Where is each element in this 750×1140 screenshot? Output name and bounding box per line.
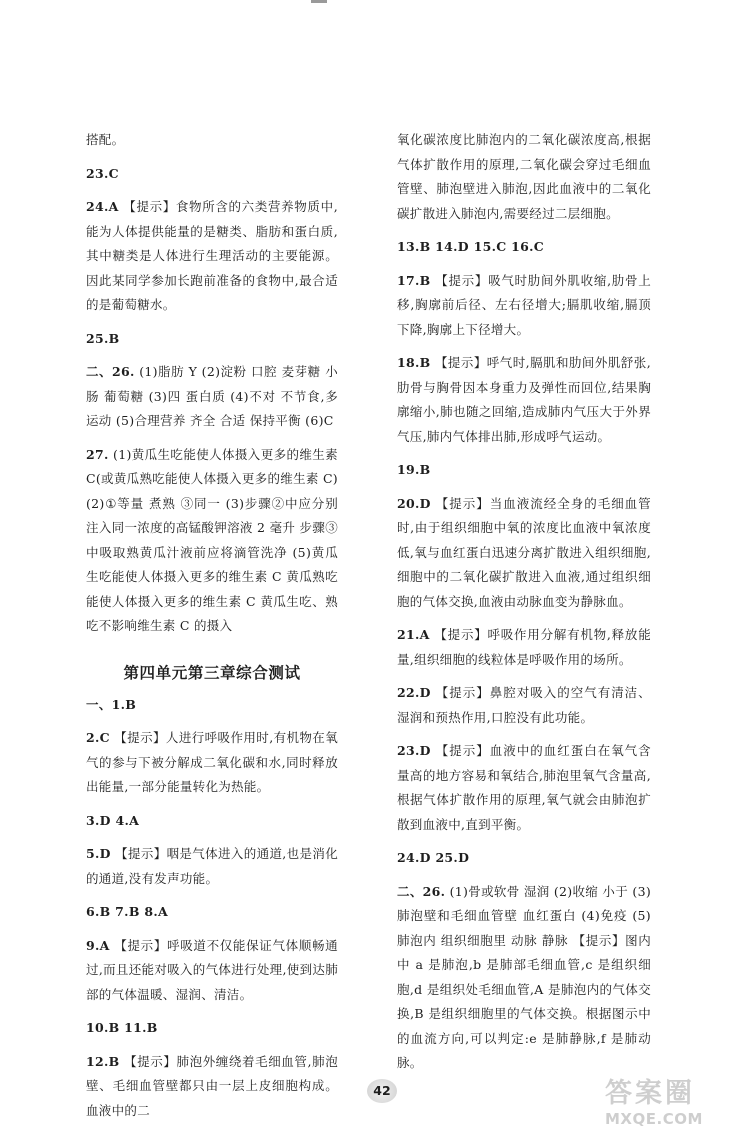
answer-item <box>86 443 338 639</box>
answer-number: 二、26. <box>86 364 135 379</box>
answer-item <box>397 880 651 1076</box>
answer-number: 24.D 25.D <box>397 850 470 865</box>
answer-number: 5.D <box>86 846 111 861</box>
answer-text: (1)黄瓜生吃能使人体摄入更多的维生素 C(或黄瓜熟吃能使人体摄入更多的维生素 C) (2)①等量 煮熟 ③同一 (3)步骤②中应分别注入同一浓度的高锰酸钾溶液 2 毫升 步骤③中吸取熟黄瓜汁液前应将滴管洗净 (5)黄瓜生吃能使人体摄入更多的维生素 C 黄瓜熟吃能使人体摄入更多的维生素 C 黄瓜生吃、熟吃不影响维生素 C 的摄入 <box>86 446 338 633</box>
answer-number: 24.A <box>86 199 119 214</box>
answer-item <box>86 842 338 891</box>
answer-number: 21.A <box>397 627 430 642</box>
answer-item <box>397 623 651 672</box>
answer-text: 氧化碳浓度比肺泡内的二氧化碳浓度高,根据气体扩散作用的原理,二氧化碳会穿过毛细血管壁、肺泡壁进入肺泡,因此血液中的二氧化碳扩散进入肺泡内,需要经过二层细胞。 <box>397 132 651 221</box>
answer-text: 搭配。 <box>86 132 125 147</box>
answer-item <box>86 360 338 434</box>
answer-item <box>86 162 338 187</box>
watermark-logo <box>605 1078 747 1136</box>
answer-item <box>397 235 651 260</box>
answer-text: 【提示】呼气时,膈肌和肋间外肌舒张,肋骨与胸骨因本身重力及弹性而回位,结果胸廓缩小,肺也随之回缩,造成肺内气压大于外界气压,肺内气体排出肺,形成呼气运动。 <box>397 355 651 444</box>
watermark-title: 答案圈 <box>605 1078 695 1109</box>
answer-item <box>397 492 651 615</box>
answer-item <box>397 681 651 730</box>
answer-text: 【提示】鼻腔对吸入的空气有清洁、湿润和预热作用,口腔没有此功能。 <box>397 685 651 725</box>
answer-number: 27. <box>86 446 109 462</box>
answer-item <box>86 1016 338 1041</box>
answer-item <box>397 739 651 837</box>
answer-number: 3.D 4.A <box>86 812 140 828</box>
left-column <box>86 128 338 1132</box>
answer-number: 二、26. <box>397 883 446 899</box>
answer-text: 【提示】肺泡外缠绕着毛细血管,肺泡壁、毛细血管壁都只由一层上皮细胞构成。血液中的二 <box>86 1053 338 1118</box>
answer-number: 17.B <box>397 272 431 288</box>
answer-number: 10.B 11.B <box>86 1020 158 1035</box>
answer-text: 【提示】咽是气体进入的通道,也是消化的通道,没有发声功能。 <box>86 846 339 886</box>
answer-text: (1)脂肪 Y (2)淀粉 口腔 麦芽糖 小肠 葡萄糖 (3)四 蛋白质 (4)不对 不节食,多运动 (5)合理营养 齐全 合适 保持平衡 (6)C <box>86 364 338 428</box>
answer-item <box>86 195 338 318</box>
answer-text: 【提示】呼吸道不仅能保证气体顺畅通过,而且还能对吸入的气体进行处理,使到达肺部的气体温暖、湿润、清洁。 <box>86 937 338 1002</box>
answer-text: 【提示】当血液流经全身的毛细血管时,由于组织细胞中氧的浓度比血液中氧浓度低,氧与血红蛋白迅速分离扩散进入组织细胞,细胞中的二氧化碳扩散进入血液,通过组织细胞的气体交换,血液由动脉血变为静脉血。 <box>397 495 651 609</box>
answer-text: 【提示】血液中的血红蛋白在氧气含量高的地方容易和氧结合,肺泡里氧气含量高,根据气体扩散作用的原理,氧气就会由肺泡扩散到血液中,直到平衡。 <box>397 743 651 832</box>
answer-item <box>86 327 338 352</box>
answer-item <box>86 1050 338 1124</box>
answer-number: 23.C <box>86 165 119 181</box>
answer-item <box>397 128 651 226</box>
right-column <box>397 128 651 1085</box>
answer-number: 2.C <box>86 730 110 745</box>
answer-number: 18.B <box>397 355 431 370</box>
answer-item <box>86 809 338 834</box>
answer-item <box>86 934 338 1008</box>
answer-item <box>397 846 651 871</box>
answer-number: 9.A <box>86 937 110 953</box>
answer-text: 【提示】呼吸作用分解有机物,释放能量,组织细胞的线粒体是呼吸作用的场所。 <box>397 627 651 667</box>
answer-item <box>86 726 338 800</box>
answer-item <box>86 900 338 925</box>
answer-number: 12.B <box>86 1053 120 1069</box>
answer-number: 22.D <box>397 685 431 700</box>
answer-item <box>86 128 338 153</box>
answer-text: (1)骨或软骨 湿润 (2)收缩 小于 (3)肺泡壁和毛细血管壁 血红蛋白 (4)免疫 (5)肺泡内 组织细胞里 动脉 静脉 【提示】图内中 a 是肺泡,b 是肺部毛细血管,c 是组织细胞,d 是组织处毛细血管,A 是肺泡内的气体交换,B 是组织细胞里的气体交换。根据图示中的血流方向,可以判定:e 是肺静脉,f 是肺动脉。 <box>397 883 651 1070</box>
answer-number: 6.B 7.B 8.A <box>86 904 168 919</box>
answer-item <box>397 458 651 483</box>
answer-number: 25.B <box>86 330 120 346</box>
section-heading: 第四单元第三章综合测试 <box>123 663 301 682</box>
answer-number: 20.D <box>397 495 431 511</box>
answer-item <box>397 351 651 449</box>
answer-item <box>86 693 338 718</box>
answer-number: 23.D <box>397 743 431 758</box>
answer-number: 19.B <box>397 462 431 477</box>
answer-text: 【提示】人进行呼吸作用时,有机物在氧气的参与下被分解成二氧化碳和水,同时释放出能量,一部分能量转化为热能。 <box>86 730 339 794</box>
answer-text: 【提示】食物所含的六类营养物质中,能为人体提供能量的是糖类、脂肪和蛋白质,其中糖类是人体进行生理活动的主要能源。因此某同学参加长跑前准备的食物中,最合适的是葡萄糖水。 <box>86 199 339 312</box>
page-number: 42 <box>367 1079 397 1103</box>
answer-text: 【提示】吸气时肋间外肌收缩,肋骨上移,胸廓前后径、左右径增大;膈肌收缩,膈顶下降,胸廓上下径增大。 <box>397 272 651 337</box>
watermark-url: MXQE.COM <box>605 1110 703 1128</box>
answer-number: 13.B 14.D 15.C 16.C <box>397 239 545 254</box>
answer-number: 一、1.B <box>86 696 137 712</box>
answer-item <box>397 269 651 343</box>
top-edge-mark <box>311 0 327 3</box>
